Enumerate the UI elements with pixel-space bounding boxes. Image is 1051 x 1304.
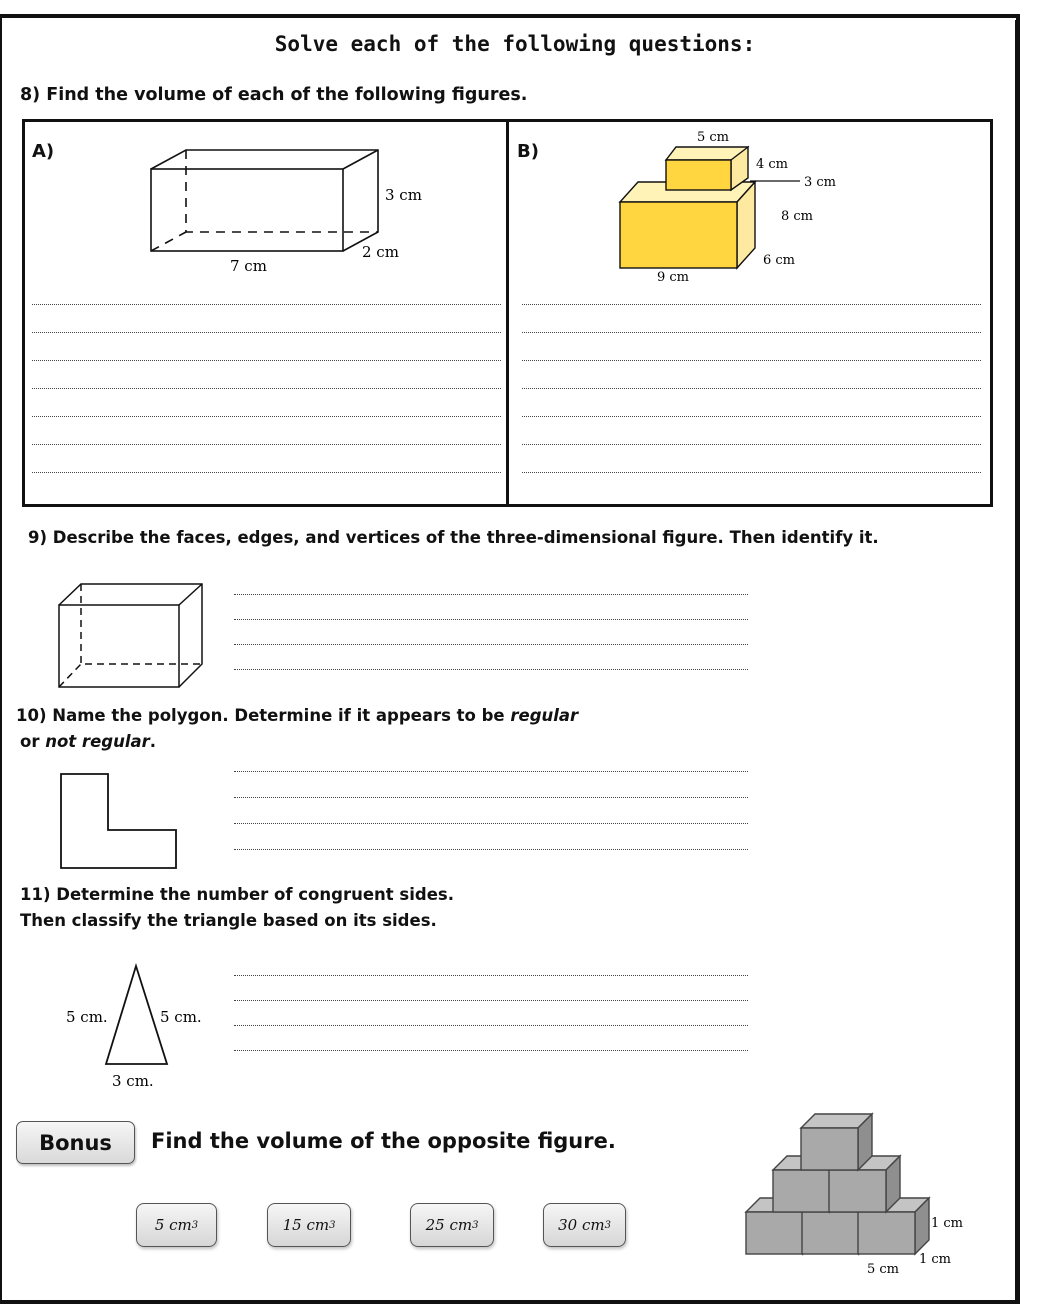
- answer-line[interactable]: [234, 1050, 748, 1051]
- stacked-prisms-figure-b: [600, 126, 860, 288]
- prism-a-depth-label: 2 cm: [362, 243, 399, 261]
- prism-q9-hidden-edge-depth: [59, 664, 81, 687]
- triangle-left-side-label: 5 cm.: [66, 1008, 108, 1026]
- option-unit-power: 3: [329, 1219, 336, 1231]
- option-4-value: 30: [558, 1216, 578, 1234]
- prism-b-bottom-depth-label: 6 cm: [763, 253, 796, 268]
- option-unit-power: 3: [604, 1219, 611, 1231]
- question-10-or: or: [20, 732, 46, 751]
- option-unit: cm: [581, 1216, 605, 1234]
- answer-line[interactable]: [234, 1025, 748, 1026]
- l-shaped-polygon-figure: [58, 772, 182, 872]
- prism-q9-hidden-edges: [81, 584, 202, 664]
- answer-line[interactable]: [32, 332, 501, 333]
- option-unit: cm: [449, 1216, 473, 1234]
- answer-line[interactable]: [234, 975, 748, 976]
- prism-figure-a: [140, 140, 440, 280]
- answer-line[interactable]: [522, 472, 981, 473]
- cube-stack-length-label: 5 cm: [867, 1262, 900, 1277]
- part-b-label: B): [517, 141, 539, 162]
- option-unit-power: 3: [472, 1219, 479, 1231]
- answer-line[interactable]: [32, 472, 501, 473]
- prism-b-bottom-front-face: [620, 202, 737, 268]
- answer-line[interactable]: [522, 444, 981, 445]
- answer-line[interactable]: [234, 849, 748, 850]
- answer-line[interactable]: [234, 1000, 748, 1001]
- answer-box-divider: [506, 119, 509, 507]
- answer-line[interactable]: [234, 797, 748, 798]
- option-unit: cm: [306, 1216, 330, 1234]
- answer-line[interactable]: [234, 594, 748, 595]
- prism-a-length-label: 7 cm: [230, 257, 267, 275]
- question-11-line-1: 11) Determine the number of congruent sides.: [20, 885, 454, 904]
- cube-height-label: 1 cm: [931, 1216, 964, 1231]
- question-9-text: 9) Describe the faces, edges, and vertices of the three-dimensional figure. Then identify it.: [28, 528, 879, 547]
- prism-b-bottom-height-label: 8 cm: [781, 209, 814, 224]
- triangle-base-label: 3 cm.: [112, 1072, 154, 1090]
- prism-a-hidden-edge-depth: [151, 232, 186, 251]
- prism-figure-q9: [52, 578, 212, 694]
- question-10-not-regular: not regular: [45, 732, 150, 751]
- answer-option-4[interactable]: [543, 1203, 626, 1247]
- option-2-value: 15: [282, 1216, 302, 1234]
- part-a-label: A): [32, 141, 55, 162]
- answer-option-1[interactable]: [136, 1203, 217, 1247]
- bonus-label: Bonus: [16, 1121, 135, 1164]
- cube-stack-figure: [738, 1108, 980, 1280]
- answer-line[interactable]: [522, 304, 981, 305]
- answer-line[interactable]: [32, 388, 501, 389]
- prism-b-top-depth-label: 3 cm: [804, 175, 837, 190]
- answer-line[interactable]: [522, 332, 981, 333]
- question-10-period: .: [149, 732, 157, 751]
- prism-a-back-edges: [151, 150, 378, 251]
- answer-line[interactable]: [234, 644, 748, 645]
- prism-a-hidden-edges: [186, 150, 378, 232]
- question-10-line-1: [16, 706, 578, 725]
- answer-line[interactable]: [522, 360, 981, 361]
- option-3-value: 25: [425, 1216, 445, 1234]
- cube-depth-label: 1 cm: [919, 1252, 952, 1267]
- option-unit-power: 3: [191, 1219, 199, 1231]
- l-shaped-polygon: [61, 774, 176, 868]
- prism-q9-front-face: [59, 605, 179, 687]
- answer-line[interactable]: [234, 669, 748, 670]
- page-title: Solve each of the following questions:: [274, 32, 756, 56]
- answer-line[interactable]: [522, 416, 981, 417]
- answer-line[interactable]: [234, 823, 748, 824]
- answer-line[interactable]: [32, 444, 501, 445]
- cube: [801, 1114, 872, 1170]
- answer-line[interactable]: [522, 388, 981, 389]
- answer-line[interactable]: [32, 360, 501, 361]
- prism-b-bottom-length-label: 9 cm: [657, 270, 690, 285]
- question-10-regular: regular: [510, 706, 579, 725]
- bonus-question-text: Find the volume of the opposite figure.: [151, 1129, 616, 1153]
- answer-option-3[interactable]: [410, 1203, 494, 1247]
- triangle-right-side-label: 5 cm.: [160, 1008, 202, 1026]
- question-10-number: 10): [16, 706, 47, 725]
- prism-b-top-length-label: 5 cm: [697, 130, 730, 145]
- answer-line[interactable]: [234, 619, 748, 620]
- option-unit: cm: [169, 1216, 192, 1234]
- answer-line[interactable]: [234, 771, 748, 772]
- option-1-value: 5: [154, 1216, 165, 1234]
- question-11-line-2: Then classify the triangle based on its sides.: [20, 911, 437, 930]
- answer-line[interactable]: [32, 304, 501, 305]
- prism-a-height-label: 3 cm: [385, 186, 422, 204]
- answer-option-2[interactable]: [267, 1203, 351, 1247]
- prism-b-top-height-label: 4 cm: [756, 157, 789, 172]
- prism-a-front-face: [151, 169, 343, 251]
- question-10-line-2: [20, 732, 156, 751]
- prism-b-top-front-face: [666, 160, 731, 190]
- isosceles-triangle: [106, 966, 167, 1064]
- question-10-prompt: Name the polygon. Determine if it appears to be: [52, 706, 511, 725]
- prism-q9-top-right-edge: [179, 584, 202, 605]
- answer-line[interactable]: [32, 416, 501, 417]
- question-8-text: 8) Find the volume of each of the following figures.: [20, 85, 528, 105]
- isosceles-triangle-figure: [58, 958, 218, 1094]
- prism-a-top-right-edge: [343, 150, 378, 169]
